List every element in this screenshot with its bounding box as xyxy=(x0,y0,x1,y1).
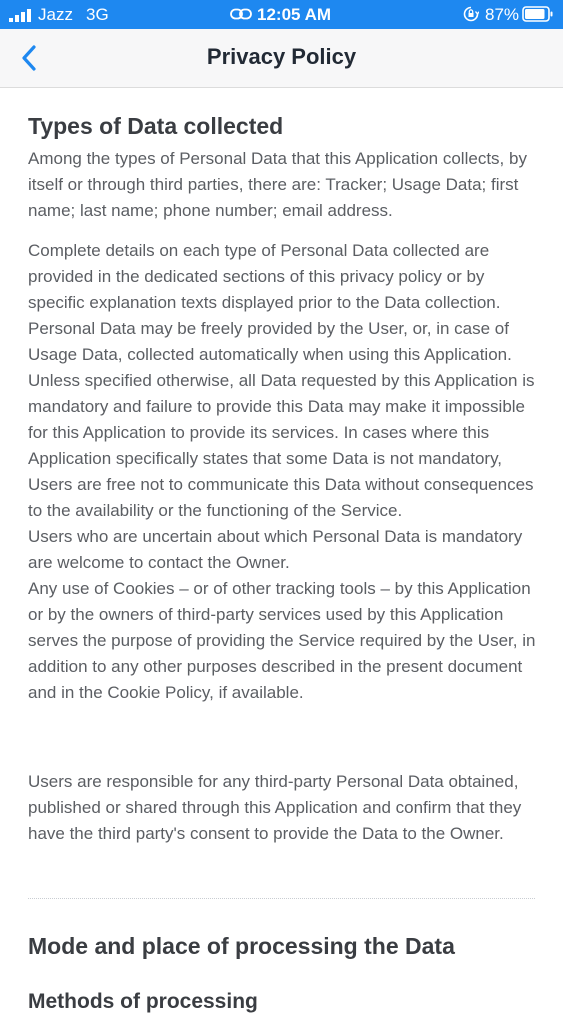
status-bar xyxy=(0,0,563,29)
signal-icon xyxy=(9,9,35,22)
types-paragraph-3: Users are responsible for any third-party Personal Data obtained, published or shared through this Application and confirm that they have the third party's consent to provide the Data to the Owner. xyxy=(28,772,522,843)
network-label: 3G xyxy=(86,5,109,24)
types-paragraph-2-line: Any use of Cookies – or of other tracking tools – by this Application or by the owners of third-party services used by this Application serves the purpose of providing the Service required by the User, in addition to any other purposes described in the present document and in the Cookie Policy, if available. xyxy=(28,579,536,702)
types-paragraph-2-line: Unless specified otherwise, all Data requested by this Application is mandatory and failure to provide this Data may make it impossible for this Application to provide its services. In cases where this Application specifically states that some Data is not mandatory, Users are free not to communicate this Data without consequences to the availability or the functioning of the Service. xyxy=(28,371,535,520)
link-icon xyxy=(230,8,252,20)
rotation-lock-icon xyxy=(463,6,479,22)
section-divider xyxy=(28,898,535,899)
subsection-heading-methods: Methods of processing xyxy=(28,990,258,1013)
types-paragraph-2-line: Personal Data may be freely provided by the User, or, in case of Usage Data, collected automatically when using this Application. xyxy=(28,319,512,364)
carrier-label: Jazz xyxy=(38,5,73,24)
types-paragraph-2 xyxy=(28,238,538,706)
battery-icon xyxy=(522,6,554,22)
section-heading-mode: Mode and place of processing the Data xyxy=(28,933,455,959)
clock-time: 12:05 AM xyxy=(257,5,332,24)
navigation-bar xyxy=(0,29,563,88)
page-title: Privacy Policy xyxy=(206,44,357,69)
types-paragraph-1: Among the types of Personal Data that this Application collects, by itself or through third parties, there are: Tracker; Usage Data; first name; last name; phone number; email address. xyxy=(28,149,527,220)
types-paragraph-2-line: Users who are uncertain about which Personal Data is mandatory are welcome to contact the Owner. xyxy=(28,527,523,572)
types-paragraph-2-line: Complete details on each type of Personal Data collected are provided in the dedicated sections of this privacy policy or by specific explanation texts displayed prior to the Data collection. xyxy=(28,241,501,312)
section-heading-types: Types of Data collected xyxy=(28,113,284,139)
battery-percentage: 87% xyxy=(485,5,520,24)
